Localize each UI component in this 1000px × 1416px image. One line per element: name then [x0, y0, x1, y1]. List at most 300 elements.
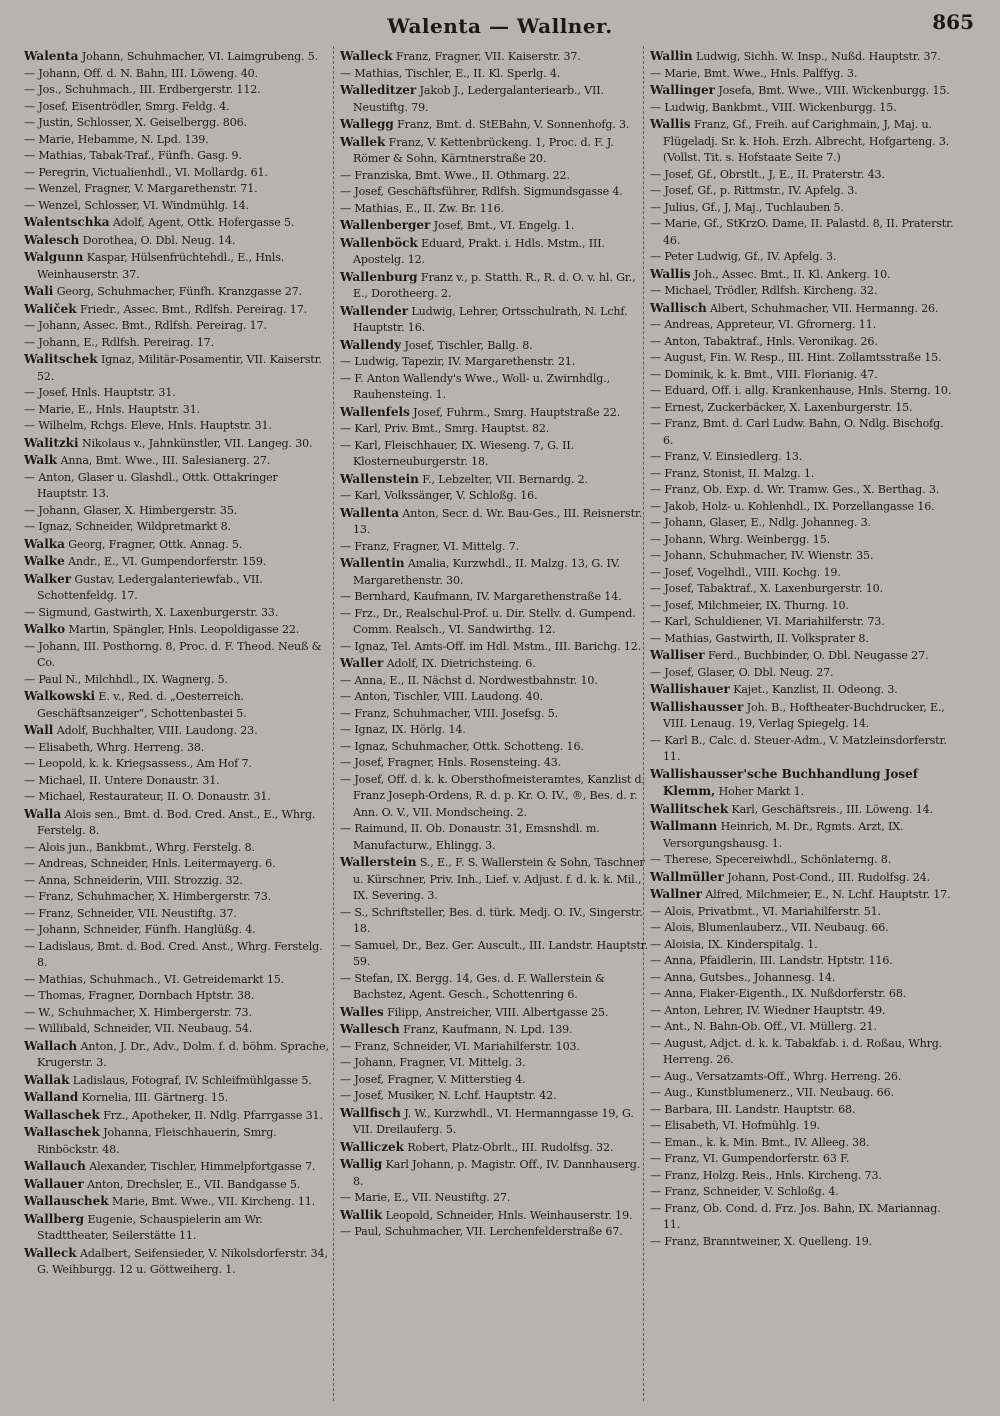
entry-details: — Paul, Schuhmacher, VII. Lerchenfelderstraße 67. — [340, 1225, 623, 1238]
entry-details: — Ignaz, IX. Hörlg. 14. — [340, 723, 466, 736]
directory-entry — [650, 904, 956, 921]
directory-entry — [340, 938, 648, 971]
entry-details: — Anton, Tabaktraf., Hnls. Veronikag. 26. — [650, 334, 878, 348]
entry-details: — Josef, Geschäftsführer, Rdlfsh. Sigmundsgasse 4. — [340, 185, 623, 198]
directory-entry — [650, 449, 956, 466]
directory-entry — [24, 48, 332, 66]
running-head — [0, 8, 1000, 40]
entry-details: Ladislaus, Fotograf, IV. Schleifmühlgasse 5. — [69, 1073, 312, 1087]
directory-entry — [650, 499, 956, 516]
directory-entry — [340, 673, 648, 690]
entry-details: — Franz, Ob. Cond. d. Frz. Jos. Bahn, IX. Mariannag. 11. — [650, 1201, 941, 1231]
entry-details: — Michael, II. Untere Donaustr. 31. — [24, 773, 220, 787]
entry-details: — Karl, Priv. Bmt., Smrg. Hauptst. 82. — [340, 422, 550, 435]
entry-details: Jakob J., Ledergalanteriearb., VII. Neustiftg. 79. — [353, 84, 604, 114]
entry-surname: Wallenböck — [340, 235, 418, 250]
directory-entry — [650, 1118, 956, 1135]
entry-details: — Anna, Fiaker-Eigenth., IX. Nußdorferstr. 68. — [650, 987, 907, 1000]
directory-entry — [650, 886, 956, 904]
entry-details: — Wenzel, Fragner, V. Margarethenstr. 71. — [24, 182, 258, 195]
entry-details: — Thomas, Fragner, Dornbach Hptstr. 38. — [24, 989, 255, 1002]
entry-surname: Walleditzer — [340, 83, 417, 97]
directory-entry — [340, 905, 648, 938]
entry-surname: Wallishausser'sche Buchhandlung Josef Klemm, — [650, 766, 918, 798]
entry-details: Filipp, Anstreicher, VIII. Albertgasse 25. — [383, 1005, 609, 1019]
directory-entry — [24, 621, 332, 639]
entry-details: — Justin, Schlosser, X. Geiselbergg. 806. — [24, 116, 247, 129]
entry-details: — Sigmund, Gastwirth, X. Laxenburgerstr. 33. — [24, 605, 279, 619]
directory-entry — [24, 385, 332, 402]
entry-surname: Wallauer — [24, 1176, 84, 1191]
directory-entry — [340, 217, 648, 235]
directory-entry — [650, 1085, 956, 1102]
entry-details: — Jakob, Holz- u. Kohlenhdl., IX. Porzellangasse 16. — [650, 499, 935, 513]
entry-surname: Wallberg — [24, 1211, 85, 1226]
directory-entry — [24, 82, 332, 99]
entry-surname: Walleck — [24, 1245, 77, 1260]
entry-details: S., E., F. S. Wallerstein & Sohn, Taschner u. Kürschner, Priv. Inh., Lief. v. Adjust. f. d. k. k. Mil., IX. Severing. 3. — [353, 856, 645, 902]
entry-details: — Josef, Vogelhdl., VIII. Kochg. 19. — [650, 565, 841, 579]
entry-details: — Mathias, E., II. Zw. Br. 116. — [340, 201, 504, 215]
directory-entry — [650, 1184, 956, 1201]
entry-surname: Wallisch — [650, 300, 707, 315]
entry-details: — Johann, Glaser, X. Himbergerstr. 35. — [24, 503, 238, 517]
directory-entry — [24, 249, 332, 283]
directory-entry — [340, 488, 648, 505]
directory-entry — [340, 421, 648, 438]
directory-entry — [650, 300, 956, 318]
entry-details: Georg, Schuhmacher, Fünfh. Kranzgasse 27. — [53, 285, 302, 298]
entry-details: — Michael, Restaurateur, II. O. Donaustr. 31. — [24, 790, 271, 803]
directory-entry — [650, 937, 956, 954]
entry-details: Franz v., p. Statth. R., R. d. O. v. hl. Gr., E., Dorotheerg. 2. — [353, 270, 636, 300]
entry-surname: Waller — [340, 656, 384, 670]
entry-details: F., Lebzelter, VII. Bernardg. 2. — [418, 472, 588, 486]
entry-details: — Josef, Fragner, V. Mitterstieg 4. — [340, 1072, 526, 1086]
directory-entry — [340, 755, 648, 772]
directory-entry — [24, 988, 332, 1005]
entry-details: Adalbert, Seifensieder, V. Nikolsdorferstr. 34, G. Weihburgg. 12 u. Göttweiherg. 1. — [37, 1246, 328, 1276]
directory-entry — [650, 647, 956, 665]
directory-entry — [340, 505, 648, 539]
entry-details: — Ant., N. Bahn-Ob. Off., VI. Müllerg. 21. — [650, 1020, 877, 1033]
directory-entry — [24, 470, 332, 503]
entry-surname: Waliček — [24, 301, 77, 316]
entry-details: Karl, Geschäftsreis., III. Löweng. 14. — [728, 802, 933, 816]
directory-entry — [650, 986, 956, 1003]
entry-surname: Walliczek — [340, 1139, 404, 1154]
entry-details: Alfred, Milchmeier, E., N. Lchf. Hauptstr. 17. — [702, 888, 951, 901]
entry-details: — W., Schuhmacher, X. Himbergerstr. 73. — [24, 1005, 252, 1019]
entry-details: Ferd., Buchbinder, O. Dbl. Neugasse 27. — [704, 649, 929, 662]
entry-details: Hoher Markt 1. — [715, 785, 804, 798]
directory-entry — [24, 214, 332, 232]
directory-entry — [650, 532, 956, 549]
entry-details: — F. Anton Wallendy's Wwe., Woll- u. Zwirnhdlg., Rauhensteing. 1. — [340, 371, 610, 401]
entry-details: — Franz, Schuhmacher, VIII. Josefsg. 5. — [340, 706, 559, 720]
entry-details: — Franziska, Bmt. Wwe., II. Othmarg. 22. — [340, 168, 570, 182]
entry-details: — Franz, Ob. Exp. d. Wr. Tramw. Ges., X. Berthag. 3. — [650, 483, 940, 496]
directory-entry — [340, 1021, 648, 1039]
entry-surname: Walkowski — [24, 689, 96, 703]
directory-entry — [24, 181, 332, 198]
entry-details: — Franz, Schneider, V. Schloßg. 4. — [650, 1185, 839, 1198]
entry-details: Anna, Bmt. Wwe., III. Salesianerg. 27. — [57, 454, 271, 467]
directory-entry — [24, 672, 332, 689]
directory-entry — [340, 555, 648, 589]
entry-details: — Stefan, IX. Bergg. 14, Ges. d. F. Wallerstein & Bachstez, Agent. Gesch., Schottenring 6. — [340, 971, 605, 1001]
entry-details: — Karl, Fleischhauer, IX. Wieseng. 7, G. II. Klosterneuburgerstr. 18. — [340, 438, 574, 468]
directory-entry — [340, 854, 648, 905]
directory-entry — [24, 1107, 332, 1125]
directory-entry — [340, 1139, 648, 1157]
entry-surname: Wallmüller — [650, 869, 724, 884]
directory-entry — [24, 1005, 332, 1022]
directory-entry — [340, 722, 648, 739]
directory-entry — [24, 553, 332, 571]
entry-surname: Wallender — [340, 303, 409, 318]
entry-details: — Marie, Gf., StKrzO. Dame, II. Palastd. 8, II. Praterstr. 46. — [650, 217, 954, 247]
entry-details: Franz, Fragner, VII. Kaiserstr. 37. — [392, 50, 581, 63]
directory-entry — [24, 922, 332, 939]
entry-details: — Josef, Off. d. k. k. Obersthofmeisteramtes, Kanzlist d. Franz Joseph-Ordens, R. d. p. Kr. O. IV., ®, Bes. d. r. Ann. O. V., VII. Mondscheing. 2. — [340, 772, 645, 819]
directory-entry — [340, 48, 648, 66]
entry-details: Eugenie, Schauspielerin am Wr. Stadttheater, Seilerstätte 11. — [37, 1212, 263, 1242]
entry-surname: Wallishauer — [650, 682, 730, 696]
entry-details: — Johann, Assec. Bmt., Rdlfsh. Pereirag. 17. — [24, 319, 267, 332]
directory-entry — [650, 733, 956, 766]
entry-details: — Johann, Schuhmacher, IV. Wienstr. 35. — [650, 549, 874, 562]
directory-entry — [650, 249, 956, 266]
entry-details: — Mathias, Schuhmach., VI. Getreidemarkt 15. — [24, 972, 285, 986]
entry-details: Friedr., Assec. Bmt., Rdlfsh. Pereirag. 17. — [76, 302, 307, 316]
directory-entry — [650, 216, 956, 249]
directory-entry — [24, 773, 332, 790]
entry-details: — Ladislaus, Bmt. d. Bod. Cred. Anst., Whrg. Ferstelg. 8. — [24, 939, 323, 969]
column-middle — [340, 48, 648, 1241]
entry-details: — Raimund, II. Ob. Donaustr. 31, Emsnshdl. m. Manufacturw., Ehlingg. 3. — [340, 822, 600, 852]
entry-details: Adolf, Buchhalter, VIII. Laudong. 23. — [53, 724, 258, 737]
entry-details: Franz, Bmt. d. StEBahn, V. Sonnenhofg. 3. — [393, 118, 630, 131]
entry-details: — August, Adjct. d. k. k. Tabakfab. i. d. Roßau, Whrg. Herreng. 26. — [650, 1036, 943, 1066]
directory-entry — [650, 334, 956, 351]
directory-entry — [24, 906, 332, 923]
directory-entry — [24, 132, 332, 149]
entry-details: Anton, J. Dr., Adv., Dolm. f. d. böhm. Sprache, Krugerstr. 3. — [37, 1039, 329, 1069]
entry-surname: Walko — [24, 622, 66, 636]
directory-entry — [24, 873, 332, 890]
directory-entry — [650, 515, 956, 532]
directory-entry — [24, 939, 332, 972]
directory-entry — [24, 435, 332, 453]
entry-details: — Johann, Schneider, Fünfh. Hanglüßg. 4. — [24, 923, 256, 936]
entry-details: — Anna, E., II. Nächst d. Nordwestbahnstr. 10. — [340, 673, 598, 687]
directory-entry — [650, 852, 956, 869]
directory-entry — [340, 689, 648, 706]
entry-details: Joh., Assec. Bmt., II. Kl. Ankerg. 10. — [690, 267, 891, 281]
entry-details: E. v., Red. d. „Oesterreich. Geschäftsanzeiger“, Schottenbastei 5. — [37, 690, 247, 720]
entry-surname: Wallentin — [340, 556, 405, 570]
entry-details: — Andreas, Schneider, Hnls. Leitermayerg. 6. — [24, 857, 276, 870]
entry-details: — Johann, E., Rdlfsh. Pereirag. 17. — [24, 335, 214, 349]
entry-surname: Wali — [24, 284, 54, 298]
entry-details: — Franz, Branntweiner, X. Quelleng. 19. — [650, 1234, 873, 1248]
directory-entry — [650, 869, 956, 887]
directory-entry — [340, 1004, 648, 1022]
directory-entry — [340, 269, 648, 303]
directory-entry — [650, 317, 956, 334]
directory-entry — [650, 400, 956, 417]
entry-details: — Peter Ludwig, Gf., IV. Apfelg. 3. — [650, 250, 837, 263]
entry-surname: Walentschka — [24, 215, 110, 229]
directory-entry — [650, 1201, 956, 1234]
entry-details: — Paul N., Milchhdl., IX. Wagnerg. 5. — [24, 672, 228, 686]
entry-details: Alois sen., Bmt. d. Bod. Cred. Anst., E., Whrg. Ferstelg. 8. — [37, 807, 316, 837]
directory-entry — [340, 1088, 648, 1105]
directory-entry — [340, 168, 648, 185]
entry-surname: Wallek — [340, 134, 386, 149]
directory-entry — [24, 99, 332, 116]
directory-entry — [24, 1072, 332, 1090]
entry-details: — Josef, Gf., Obrstlt., J, E., II. Praterstr. 43. — [650, 167, 885, 181]
entry-details: — Josef, Fragner, Hnls. Rosensteing. 43. — [340, 756, 562, 769]
entry-details: Adolf, IX. Dietrichsteing. 6. — [383, 657, 536, 670]
entry-details: — Marie, Hebamme, N. Lpd. 139. — [24, 132, 209, 146]
directory-entry — [24, 283, 332, 301]
entry-surname: Wallauschek — [24, 1194, 109, 1208]
entry-details: Albert, Schuhmacher, VII. Hermanng. 26. — [706, 301, 939, 315]
entry-details: — Franz, Bmt. d. Carl Ludw. Bahn, O. Ndlg. Bischofg. 6. — [650, 417, 944, 447]
entry-details: — Anna, Gutsbes., Johannesg. 14. — [650, 970, 836, 984]
entry-details: — Marie, Bmt. Wwe., Hnls. Palffyg. 3. — [650, 66, 858, 80]
directory-entry — [24, 519, 332, 536]
column-left — [24, 48, 332, 1279]
entry-surname: Wallis — [650, 266, 691, 281]
entry-surname: Wallegg — [340, 117, 394, 131]
directory-entry — [650, 66, 956, 83]
directory-entry — [24, 1193, 332, 1211]
directory-entry — [24, 740, 332, 757]
entry-details: Karl Johann, p. Magistr. Off., IV. Dannhauserg. 8. — [353, 1158, 641, 1188]
directory-entry — [650, 598, 956, 615]
entry-details: — Bernhard, Kaufmann, IV. Margarethenstraße 14. — [340, 590, 622, 603]
directory-entry — [650, 82, 956, 100]
entry-details: — Johann, Glaser, E., Ndlg. Johanneg. 3. — [650, 516, 871, 529]
directory-entry — [24, 639, 332, 672]
entry-details: Franz, Gf., Freih. auf Carighmain, J, Maj. u. Flügeladj. Sr. k. Hoh. Erzh. Albrecht, Hofgarteng. 3. (Vollst. Tit. s. Hofstaate Seite 7.) — [663, 118, 950, 164]
directory-entry — [340, 706, 648, 723]
directory-entry — [340, 66, 648, 83]
entry-details: Johann, Schuhmacher, VI. Laimgrubeng. 5. — [78, 50, 319, 63]
directory-entry — [650, 416, 956, 449]
directory-entry — [340, 589, 648, 606]
entry-details: — Dominik, k. k. Bmt., VIII. Florianig. 47. — [650, 367, 878, 381]
directory-entry — [650, 548, 956, 565]
directory-entry — [24, 840, 332, 857]
column-divider — [333, 46, 335, 1401]
directory-entry — [650, 1168, 956, 1185]
entry-details: Anton, Secr. d. Wr. Bau-Ges., III. Reisnerstr. 13. — [353, 506, 643, 536]
page-number: 865 — [932, 10, 974, 34]
entry-details: Dorothea, O. Dbl. Neug. 14. — [79, 233, 236, 247]
directory-entry — [24, 1089, 332, 1107]
entry-details: Amalia, Kurzwhdl., II. Malzg. 13, G. IV. Margarethenstr. 30. — [353, 557, 621, 587]
directory-entry — [650, 116, 956, 167]
directory-entry — [24, 232, 332, 250]
entry-surname: Wallik — [340, 1207, 383, 1222]
entry-details: Leopold, Schneider, Hnls. Weinhauserstr. 19. — [382, 1208, 633, 1222]
entry-surname: Walgunn — [24, 250, 84, 264]
entry-details: — Michael, Trödler, Rdlfsh. Kircheng. 32. — [650, 284, 878, 297]
entry-details: — Karl, Schuldiener, VI. Mariahilferstr. 73. — [650, 615, 885, 628]
entry-surname: Wallaschek — [24, 1125, 100, 1139]
entry-details: — Therese, Specereiwhdl., Schönlaterng. 8. — [650, 853, 892, 866]
directory-entry — [650, 466, 956, 483]
entry-details: — Franz, Fragner, VI. Mittelg. 7. — [340, 539, 520, 553]
directory-entry — [650, 1135, 956, 1152]
entry-surname: Wallenberger — [340, 218, 431, 232]
entry-details: Kajet., Kanzlist, II. Odeong. 3. — [729, 683, 898, 696]
directory-entry — [340, 772, 648, 822]
entry-details: — Marie, E., VII. Neustiftg. 27. — [340, 1191, 511, 1204]
entry-surname: Wallesch — [340, 1022, 400, 1036]
entry-details: — Barbara, III. Landstr. Hauptstr. 68. — [650, 1102, 856, 1116]
entry-details: — Ignaz, Schuhmacher, Ottk. Schotteng. 16. — [340, 739, 584, 753]
entry-surname: Wallenburg — [340, 269, 418, 284]
entry-surname: Wallinger — [650, 83, 715, 97]
directory-entry — [24, 1124, 332, 1158]
entry-details: Robert, Platz-Obrlt., III. Rudolfsg. 32. — [403, 1140, 614, 1154]
directory-entry — [340, 184, 648, 201]
entry-details: — Johann, Off. d. N. Bahn, III. Löweng. 40. — [24, 66, 258, 80]
entry-surname: Wallak — [24, 1072, 70, 1087]
entry-details: — Anna, Pfaidlerin, III. Landstr. Hptstr. 116. — [650, 954, 893, 967]
entry-details: — Franz, V. Einsiedlerg. 13. — [650, 450, 803, 463]
entry-details: Adolf, Agent, Ottk. Hofergasse 5. — [109, 216, 295, 229]
directory-entry — [340, 1190, 648, 1207]
entry-details: — Willibald, Schneider, VII. Neubaug. 54. — [24, 1022, 253, 1035]
directory-entry — [650, 665, 956, 682]
entry-details: — Josef, Gf., p. Rittmstr., IV. Apfelg. 3. — [650, 184, 858, 197]
entry-surname: Wallis — [650, 117, 691, 131]
directory-entry — [24, 571, 332, 605]
entry-details: — Aug., Kunstblumenerz., VII. Neubaug. 66. — [650, 1086, 894, 1099]
directory-entry — [24, 301, 332, 319]
entry-surname: Wallmann — [650, 819, 718, 833]
directory-entry — [650, 48, 956, 66]
entry-details: — Marie, E., Hnls. Hauptstr. 31. — [24, 402, 200, 416]
entry-details: Kaspar, Hülsenfrüchtehdl., E., Hnls. Weinhauserstr. 37. — [37, 251, 285, 281]
entry-details: Ludwig, Lehrer, Ortsschulrath, N. Lchf. Hauptstr. 16. — [353, 304, 628, 334]
directory-entry — [650, 1003, 956, 1020]
entry-details: Josef, Fuhrm., Smrg. Hauptstraße 22. — [409, 405, 621, 419]
entry-surname: Wallach — [24, 1038, 78, 1053]
directory-entry — [650, 953, 956, 970]
entry-details: Ludwig, Sichh. W. Insp., Nußd. Hauptstr. 37. — [692, 50, 941, 63]
entry-details: — Franz, Stonist, II. Malzg. 1. — [650, 466, 815, 480]
entry-details: Franz, V. Kettenbrückeng. 1, Proc. d. F. J. Römer & Sohn, Kärntnerstraße 20. — [353, 135, 614, 165]
directory-entry — [650, 167, 956, 184]
entry-details: — Alois jun., Bankbmt., Whrg. Ferstelg. 8. — [24, 840, 255, 854]
entry-details: — Karl B., Calc. d. Steuer-Adm., V. Matzleinsdorferstr. 11. — [650, 733, 947, 763]
entry-surname: Wallner — [650, 887, 703, 901]
entry-surname: Walles — [340, 1004, 384, 1019]
entry-details: — Ludwig, Bankbmt., VIII. Wickenburgg. 15. — [650, 100, 897, 114]
entry-details: Martin, Spängler, Hnls. Leopoldigasse 22. — [65, 623, 300, 636]
entry-details: — Eman., k. k. Min. Bmt., IV. Alleeg. 38. — [650, 1135, 870, 1149]
entry-surname: Wallerstein — [340, 855, 417, 869]
directory-entry — [650, 283, 956, 300]
entry-surname: Walke — [24, 554, 65, 568]
entry-details: — Josef, Hnls. Hauptstr. 31. — [24, 386, 176, 399]
entry-details: Alexander, Tischler, Himmelpfortgasse 7. — [85, 1160, 316, 1173]
directory-entry — [650, 681, 956, 699]
entry-details: Ignaz, Militär-Posamentir, VII. Kaiserstr. 52. — [37, 353, 322, 383]
entry-surname: Wallitschek — [650, 801, 729, 816]
directory-entry — [650, 266, 956, 284]
entry-details: — Josef, Glaser, O. Dbl. Neug. 27. — [650, 665, 834, 679]
entry-details: — August, Fin. W. Resp., III. Hint. Zollamtsstraße 15. — [650, 351, 942, 364]
entry-details: — Franz, Schneider, VII. Neustiftg. 37. — [24, 906, 237, 920]
entry-surname: Wallauch — [24, 1159, 86, 1173]
directory-entry — [24, 402, 332, 419]
entry-details: — Anton, Tischler, VIII. Laudong. 40. — [340, 690, 543, 703]
directory-entry — [650, 482, 956, 499]
entry-details: Franz, Kaufmann, N. Lpd. 139. — [399, 1023, 573, 1036]
entry-details: — Ignaz, Schneider, Wildpretmarkt 8. — [24, 520, 231, 533]
directory-entry — [340, 116, 648, 134]
directory-entry — [24, 418, 332, 435]
entry-surname: Wallendy — [340, 337, 402, 352]
entry-details: — Alois, Blumenlauberz., VII. Neubaug. 66. — [650, 921, 889, 934]
directory-entry — [340, 82, 648, 116]
directory-entry — [340, 739, 648, 756]
directory-entry — [340, 337, 648, 355]
directory-entry — [24, 148, 332, 165]
directory-entry — [24, 1038, 332, 1072]
entry-surname: Walland — [24, 1090, 79, 1104]
entry-details: Johann, Post-Cond., III. Rudolfsg. 24. — [723, 870, 930, 884]
entry-details: Kornelia, III. Gärtnerg. 15. — [78, 1091, 229, 1104]
directory-entry — [24, 1176, 332, 1194]
entry-details: — Johann, III. Posthorng. 8, Proc. d. F. Theod. Neuß & Co. — [24, 639, 322, 669]
directory-entry — [340, 639, 648, 656]
entry-details: — Ernest, Zuckerbäcker, X. Laxenburgerstr. 15. — [650, 400, 913, 414]
entry-details: Heinrich, M. Dr., Rgmts. Arzt, IX. Versorgungshausg. 1. — [663, 820, 904, 850]
directory-entry — [24, 536, 332, 554]
directory-entry — [650, 970, 956, 987]
entry-details: — Ignaz, Tel. Amts-Off. im Hdl. Mstm., III. Barichg. 12. — [340, 639, 642, 653]
directory-entry — [24, 856, 332, 873]
directory-entry — [650, 100, 956, 117]
entry-surname: Wallishausser — [650, 699, 744, 714]
directory-entry — [650, 1234, 956, 1251]
directory-entry — [24, 605, 332, 622]
entry-details: — Karl, Volkssänger, V. Schloßg. 16. — [340, 489, 538, 502]
entry-details: — Eduard, Off. i. allg. Krankenhause, Hnls. Sterng. 10. — [650, 384, 952, 397]
directory-entry — [650, 350, 956, 367]
entry-details: Josef, Tischler, Ballg. 8. — [401, 338, 533, 352]
entry-details: Eduard, Prakt. i. Hdls. Mstm., III. Apostelg. 12. — [353, 236, 605, 266]
directory-entry — [340, 821, 648, 854]
directory-entry — [24, 452, 332, 470]
directory-entry — [24, 503, 332, 520]
entry-details: — Mathias, Tabak-Traf., Fünfh. Gasg. 9. — [24, 149, 242, 162]
entry-details: Marie, Bmt. Wwe., VII. Kircheng. 11. — [108, 1195, 316, 1208]
directory-entry — [340, 1105, 648, 1139]
entry-details: — Julius, Gf., J, Maj., Tuchlauben 5. — [650, 200, 844, 214]
directory-entry — [340, 655, 648, 673]
